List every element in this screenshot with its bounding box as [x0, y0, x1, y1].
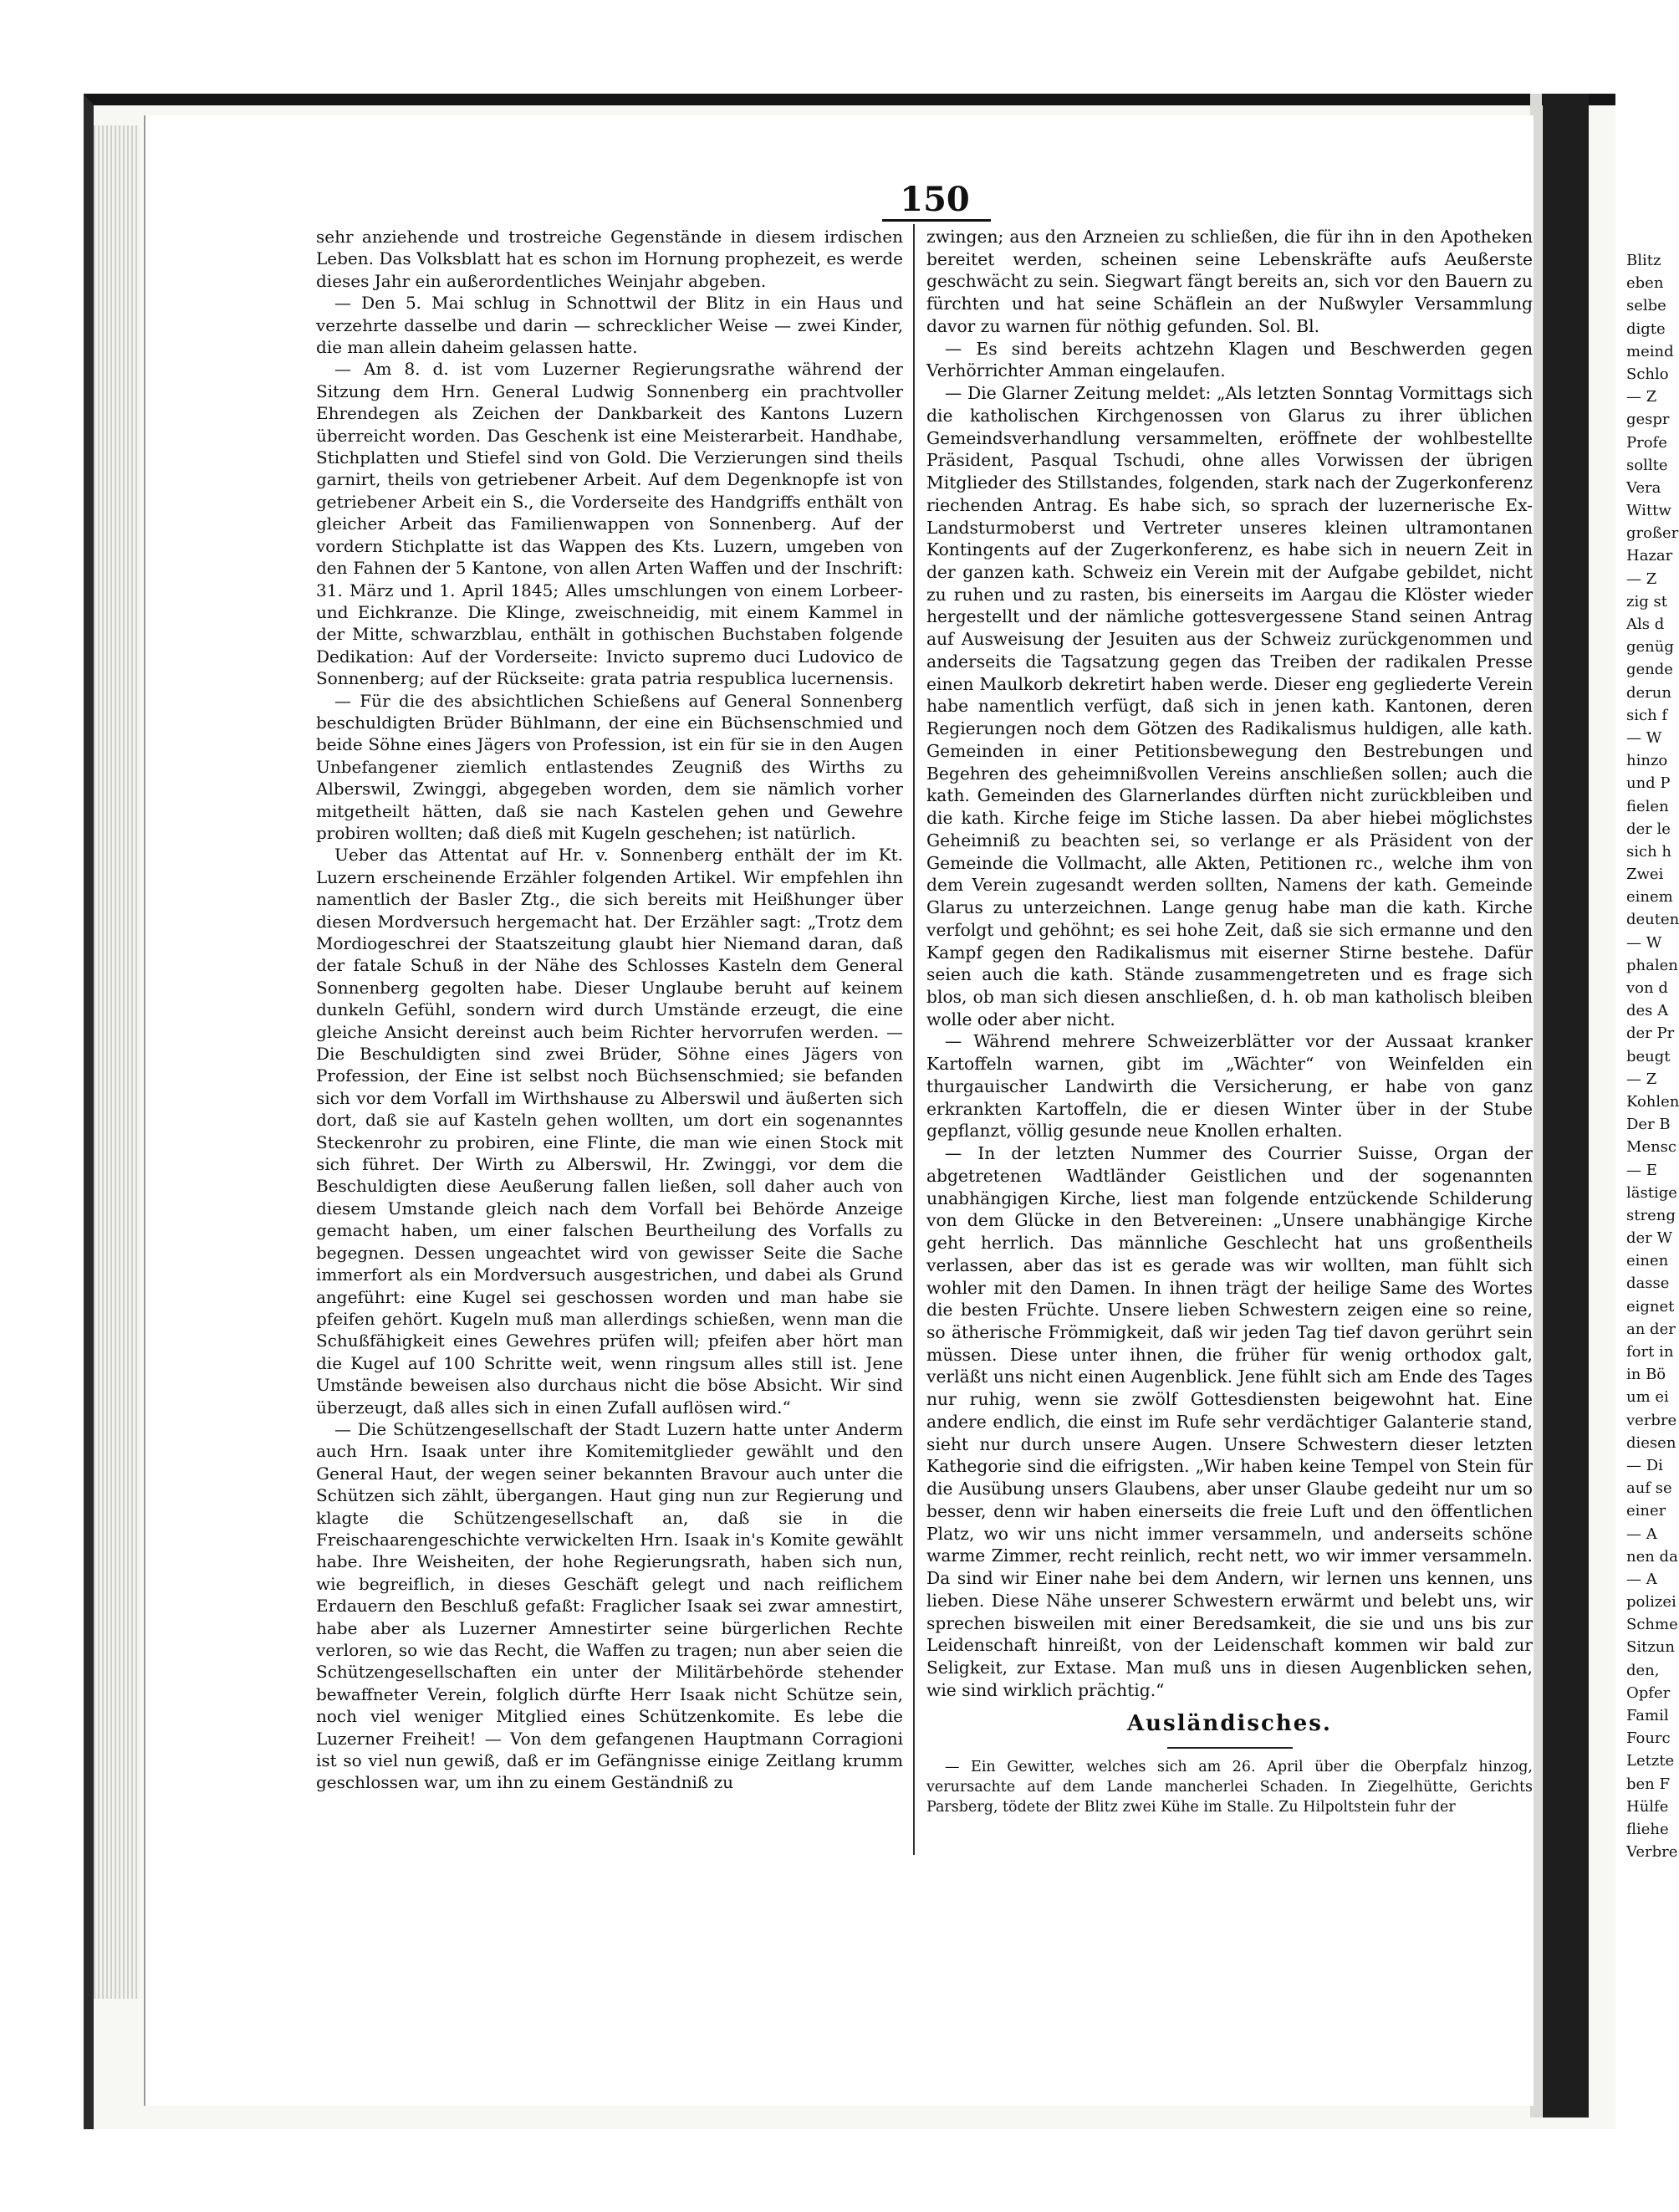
margin-fragment: in Bö: [1626, 1366, 1666, 1384]
margin-fragment: diesen: [1626, 1433, 1676, 1452]
margin-fragment: Wittw: [1626, 502, 1671, 520]
article-paragraph: — Ein Gewitter, welches sich am 26. April über die Oberpfalz hinzog, verursachte auf dem Lande mancherlei Schaden. In Ziegelhütte, Gerichts Parsberg, tödete der Blitz zwei Kühe im Stalle. Zu Hilpoltstein fuhr der: [926, 1759, 1533, 1816]
margin-fragment: Der B: [1626, 1116, 1671, 1134]
margin-fragment: derun: [1626, 683, 1671, 702]
margin-fragment: polizei: [1626, 1593, 1676, 1612]
page-number-rule: [882, 219, 991, 222]
margin-fragment: meind: [1626, 342, 1674, 360]
margin-fragment: fielen: [1626, 797, 1669, 815]
margin-fragment: Famil: [1626, 1707, 1669, 1724]
margin-fragment: — Z: [1626, 1070, 1657, 1088]
margin-fragment: gende: [1626, 661, 1673, 679]
margin-fragment: von d: [1626, 979, 1668, 997]
margin-fragment: — Z: [1626, 570, 1657, 588]
margin-fragment: Hülfe: [1626, 1797, 1669, 1816]
margin-fragment: einen: [1626, 1252, 1669, 1270]
section-heading-rule: [1167, 1747, 1293, 1749]
article-paragraph: — Während mehrere Schweizerblätter vor der Aussaat kranker Kartoffeln warnen, gibt im „Wächter“ von Weinfelden ein thurgauischer Landwirth die Versicherung, er habe von ganz erkrankten Kartoffeln, die er diesen Winter über in der Stube gepflanzt, völlig gesunde neue Knollen erhalten.: [926, 1031, 1533, 1142]
margin-fragment: der Pr: [1626, 1024, 1675, 1043]
margin-fragment: den,: [1626, 1661, 1660, 1679]
margin-fragment: Sitzun: [1626, 1638, 1675, 1657]
margin-fragment: deuten: [1626, 911, 1679, 929]
margin-fragment: — A: [1626, 1525, 1657, 1543]
margin-fragment: der le: [1626, 820, 1671, 838]
margin-fragment: Opfer: [1626, 1683, 1671, 1702]
margin-fragment: sollte: [1626, 456, 1668, 474]
margin-fragment: dasse: [1626, 1275, 1670, 1293]
margin-fragment: digte: [1626, 319, 1666, 338]
margin-fragment: großer: [1626, 524, 1679, 543]
article-paragraph: — Die Schützengesellschaft der Stadt Luzern hatte unter Anderm auch Hrn. Isaak unter ihre Komitemitglieder gewählt und den General Haut, der wegen seiner bekannten Bravour auch unter die Schützen sich zählt, übergangen. Haut ging nun zur Regierung und klagte die Schützengesellschaft an, daß sie in die Freischaarengeschichte verwickelten Hrn. Isaak in's Komite gewählt habe. Ihre Weisheiten, der hohe Regierungsrath, haben sich nun, wie begreiflich, in dieses Geschäft gelegt und nach reiflichem Erdauern den Beschluß gefaßt: Fraglicher Isaak sei zwar amnestirt, habe aber als Luzerner Amnestirter seine bürgerlichen Rechte verloren, so wie das Recht, die Waffen zu tragen; nun aber seien die Schützengesellschaften ein unter der Militärbehörde stehender bewaffneter Verein, folglich dürfte Herr Isaak nicht Schütze sein, noch viel weniger Mitglied eines Schützenkomite. Es lebe die Luzerner Freiheit! — Von dem gefangenen Hauptmann Corragioni ist so viel nun gewiß, daß er im Gefängnisse einige Zeitlang krumm geschlossen war, um ihn zu einem Geständniß zu: [316, 1418, 903, 1793]
margin-fragment: fort in: [1626, 1343, 1674, 1361]
article-paragraph: zwingen; aus den Arzneien zu schließen, die für ihn in den Apotheken bereitet werden, scheinen seine Lebenskräfte aufs Aeußerste geschwächt zu sein. Siegwart fängt bereits an, sich vor den Bauern zu fürchten und hat seine Schäflein an der Nußwyler Versammlung davor zu warnen für nöthig gefunden. Sol. Bl.: [926, 227, 1533, 336]
page-number: 150: [900, 180, 970, 219]
margin-fragment: Vera: [1626, 478, 1661, 497]
margin-fragment: Als d: [1626, 616, 1665, 633]
column-divider: [913, 224, 915, 1855]
margin-fragment: streng: [1626, 1206, 1676, 1224]
article-paragraph: — Den 5. Mai schlug in Schnottwil der Blitz in ein Haus und verzehrte dasselbe und darin — schrecklicher Weise — zwei Kinder, die man allein daheim gelassen hatte.: [316, 293, 903, 358]
margin-fragment: — Di: [1626, 1456, 1663, 1474]
left-column: [316, 226, 903, 1794]
margin-fragment: eignet: [1626, 1297, 1675, 1315]
margin-fragment: zig st: [1626, 592, 1667, 610]
margin-fragment: Schlo: [1626, 365, 1669, 383]
margin-fragment: — W: [1626, 728, 1662, 747]
article-paragraph: — Es sind bereits achtzehn Klagen und Beschwerden gegen Verhörrichter Amman eingelaufen.: [926, 338, 1533, 381]
margin-fragment: — W: [1626, 933, 1662, 952]
margin-fragment: lästige: [1626, 1183, 1677, 1202]
margin-fragment: ben F: [1626, 1775, 1670, 1793]
margin-fragment: Profe: [1626, 433, 1667, 452]
book-gutter: [1543, 94, 1589, 2117]
margin-fragment: um ei: [1626, 1388, 1669, 1407]
margin-fragment: eben: [1626, 274, 1664, 293]
margin-fragment: beugt: [1626, 1047, 1671, 1065]
article-paragraph: — Für die des absichtlichen Schießens auf General Sonnenberg beschuldigten Brüder Bühlmann, der eine ein Büchsenschmied und beide Söhne eines Jägers von Profession, ist ein für sie in den Augen Unbefangener ziemlich entlastendes Zeugniß des Wirths zu Alberswil, Zwinggi, abgegeben worden, dem sie nämlich vorher mitgetheilt hätten, daß sie nach Kastelen gehen und Gewehre probiren wollten; daß dieß mit Kugeln geschehen; ist natürlich.: [316, 690, 903, 843]
margin-fragment: Schme: [1626, 1616, 1678, 1634]
margin-fragment: sich h: [1626, 842, 1671, 861]
margin-fragment: auf se: [1626, 1479, 1672, 1498]
margin-fragment: sich f: [1626, 706, 1668, 724]
right-column: [926, 226, 1533, 1817]
margin-fragment: — Z: [1626, 388, 1657, 406]
margin-fragment: des A: [1626, 1002, 1669, 1020]
margin-fragment: phalen: [1626, 956, 1678, 974]
article-paragraph: Ueber das Attentat auf Hr. v. Sonnenberg enthält der im Kt. Luzern erscheinende Erzähler folgenden Artikel. Wir empfehlen ihn namentlich der Basler Ztg., die sich bereits mit Heißhunger über diesen Mordversuch hergemacht hat. Der Erzähler sagt: „Trotz dem Mordiogeschrei der Staatszeitung glaubt hier Niemand daran, daß der fatale Schuß in der Nähe des Schlosses Kasteln dem General Sonnenberg gegolten habe. Dieser Unglaube beruht auf keinem dunkeln Gefühl, sondern wird durch Umstände erzeugt, die eine gleiche Ansicht dereinst auch beim Richter hervorrufen werden. — Die Beschuldigten sind zwei Brüder, Söhne eines Jägers von Profession, der Eine ist selbst noch Büchsenschmied; sie befanden sich vor dem Vorfall im Wirthshause zu Alberswil und äußerten sich dort, daß sie auf Kasteln gehen wollten, um dort ein sogenanntes Steckenrohr zu probiren, eine Flinte, die man wie einen Stock mit sich führet. Der Wirth zu Alberswil, Hr. Zwinggi, vor dem die Beschuldigten diese Aeußerung fallen ließen, soll daher auch von diesem Umstande gleich nach dem Vorfall bei Behörde Anzeige gemacht haben, um einer falschen Beurtheilung des Vorfalls zu begegnen. Dessen ungeachtet wird von gewisser Seite die Sache immerfort als ein Mordversuch ausgestrichen, und dabei als Grund angeführt: eine Kugel sei geschossen worden und man habe sie pfeifen gehört. Kugeln muß man allerdings schießen, wenn man die Schußfähigkeit eines Gewehres prüfen will; pfeifen aber hört man die Kugel auf 100 Schritte weit, wenn ringsum alles still ist. Jene Umstände beweisen also durchaus nicht die böse Absicht. Wir sind überzeugt, daß alles sich in einen Zufall auflösen wird.“: [316, 845, 903, 1418]
margin-fragment: hinzo: [1626, 752, 1668, 770]
margin-fragment: Fourc: [1626, 1729, 1671, 1748]
margin-fragment: Kohlen: [1626, 1092, 1679, 1111]
margin-fragment: gespr: [1626, 411, 1670, 429]
margin-fragment: Verbre: [1626, 1843, 1678, 1862]
article-paragraph: sehr anziehende und trostreiche Gegenstände in diesem irdischen Leben. Das Volksblatt hat es schon im Hornung prophezeit, es werde dieses Jahr ein außerordentliches Weinjahr abgeben.: [316, 227, 903, 291]
article-paragraph: — Am 8. d. ist vom Luzerner Regierungsrathe während der Sitzung dem Hrn. General Ludwig Sonnenberg ein prachtvoller Ehrendegen als Zeichen der Dankbarkeit des Kantons Luzern überreicht worden. Das Geschenk ist eine Meisterarbeit. Handhabe, Stichplatten und Stiefel sind von Gold. Die Verzierungen sind theils garnirt, theils von getriebener Arbeit. Auf dem Degenknopfe ist von getriebener Arbeit ein S., die Vorderseite des Handgriffs enthält von gleicher Arbeit das Familienwappen von Sonnenberg. Auf der vordern Stichplatte ist das Wappen des Kts. Luzern, umgeben von den Fahnen der 5 Kantone, von allen Arten Waffen und der Inschrift: 31. März und 1. April 1845; Alles umschlungen von einem Lorbeer- und Eichkranze. Die Klinge, zweischneidig, mit einem Kammel in der Mitte, schwarzblau, enthält in gothischen Buchstaben folgende Dedikation: Auf der Vorderseite: Invicto supremo duci Ludovico de Sonnenberg; auf der Rückseite: grata patria respublica lucernensis.: [316, 359, 903, 689]
article-paragraph: — In der letzten Nummer des Courrier Suisse, Organ der abgetretenen Wadtländer Geistlichen und der sogenannten unabhängigen Kirche, liest man folgende entzückende Schilderung von dem Glücke in den Betvereinen: „Unsere unabhängige Kirche geht herrlich. Das männliche Geschlecht hat uns großentheils verlassen, aber das ist es gerade was wir wollten, man fühlt sich wohler mit den Damen. In ihnen trägt der heilige Same des Wortes die besten Früchte. Unsere lieben Schwestern zeigen eine so reine, so ätherische Frömmigkeit, daß wir jeden Tag tief davon gerührt sein müssen. Diese unter ihnen, die früher für wenig orthodox galt, verläßt uns nicht einen Augenblick. Jene fühlt sich am Ende des Tages nur ruhig, wenn sie zwölf Gottesdiensten beigewohnt hat. Eine andere endlich, die einst im Rufe sehr verdächtiger Galanterie stand, sieht nur durch unsere Augen. Unsere Schwestern dieser letzten Kathegorie sind die eifrigsten. „Wir haben keine Tempel von Stein für die Ausübung unsers Glaubens, aber unser Glaube gedeiht nur um so besser, denn wir haben einerseits die freie Luft und den öffentlichen Platz, wo wir uns nicht immer versammeln, und anderseits schöne warme Zimmer, recht reinlich, recht nett, wo wir immer versammeln. Da sind wir Einer nahe bei dem Andern, wir lernen uns kennen, uns lieben. Diese Nähe unserer Schwestern erwärmt und belebt uns, wir sprechen bisweilen mit einer Beredsamkeit, die sie und uns bis zur Leidenschaft hinreißt, von der Leidenschaft kommen wir bald zur Seligkeit, zur Extase. Man muß uns in diesen Augenblicken sehen, wie sind wirklich prächtig.“: [926, 1143, 1533, 1700]
margin-fragment: der W: [1626, 1229, 1673, 1248]
margin-fragment: — E: [1626, 1161, 1657, 1179]
margin-fragment: an der: [1626, 1320, 1676, 1338]
margin-fragment: Zwei: [1626, 866, 1664, 884]
margin-fragment: Mensc: [1626, 1138, 1676, 1157]
margin-fragment: selbe: [1626, 297, 1666, 315]
margin-fragment: fliehe: [1626, 1820, 1669, 1838]
margin-fragment: nen da: [1626, 1547, 1678, 1566]
margin-fragment: einem: [1626, 888, 1673, 907]
margin-fragment: Hazar: [1626, 547, 1673, 565]
margin-fragment: Blitz: [1626, 252, 1661, 269]
margin-fragment: und P: [1626, 774, 1671, 793]
margin-fragment: Letzte: [1626, 1752, 1675, 1770]
next-page-margin: [1626, 249, 1679, 1863]
margin-fragment: — A: [1626, 1570, 1657, 1588]
margin-fragment: einer: [1626, 1502, 1666, 1520]
page-stack-edge: [94, 125, 140, 1999]
article-paragraph: — Die Glarner Zeitung meldet: „Als letzten Sonntag Vormittags sich die katholischen Kirchgenossen von Glarus zu ihrer üblichen Gemeindsverhandlung versammelten, eröffnete der wohlbestellte Präsident, Pasqual Tschudi, ohne alles Vorwissen der übrigen Mitglieder des Stillstandes, folgenden, stark nach der Zugerkonferenz riechenden Antrag. Es habe sich, so sprach der luzernerische Ex-Landsturmoberst und Vertreter unseres kleinen ultramontanen Kontingents auf der Zugerkonferenz, es habe sich in neuern Zeit in der ganzen kath. Schweiz ein Verein mit der Aufgabe gebildet, nicht zu ruhen und zu rasten, bis einerseits im Aargau die Klöster wieder hergestellt und der nämliche gottesvergessene Stand seinen Antrag auf Ausweisung der Jesuiten aus der Schweiz zurückgenommen und anderseits die Tagsatzung gegen das Treiben der radikalen Presse einen Maulkorb dekretirt haben werde. Dieser eng gegliederte Verein habe namentlich verfügt, daß sich in jenen kath. Kantonen, deren Regierungen noch dem Götzen des Radikalismus huldigen, alle kath. Gemeinden in einer Petitionsbewegung den Bestrebungen und Begehren des geheimnißvollen Vereins anschließen sollen; auch die kath. Gemeinden des Glarnerlandes dürften nicht zurückbleiben und die kath. Kirche feige im Stiche lassen. Da aber hiebei möglichstes Geheimniß zu beachten sei, so verlange er als Präsident von der Gemeinde die Vollmacht, alle Akten, Petitionen rc., welche ihm von dem Verein zugesandt werden sollten, Namens der kath. Gemeinde Glarus zu unterzeichnen. Lange genug habe man die kath. Kirche verfolgt und gehöhnt; es sei hohe Zeit, daß sie sich ermanne und den Kampf gegen den Radikalismus mit eiserner Stirne bestehe. Dafür seien auch die kath. Stände zusammengetreten und es frage sich blos, ob man sich diesen anschließen, d. h. ob man katholisch bleiben wolle oder aber nicht.: [926, 383, 1533, 1029]
margin-fragment: verbre: [1626, 1411, 1677, 1429]
margin-fragment: genüg: [1626, 638, 1674, 656]
section-heading: Ausländisches.: [1126, 1711, 1332, 1737]
